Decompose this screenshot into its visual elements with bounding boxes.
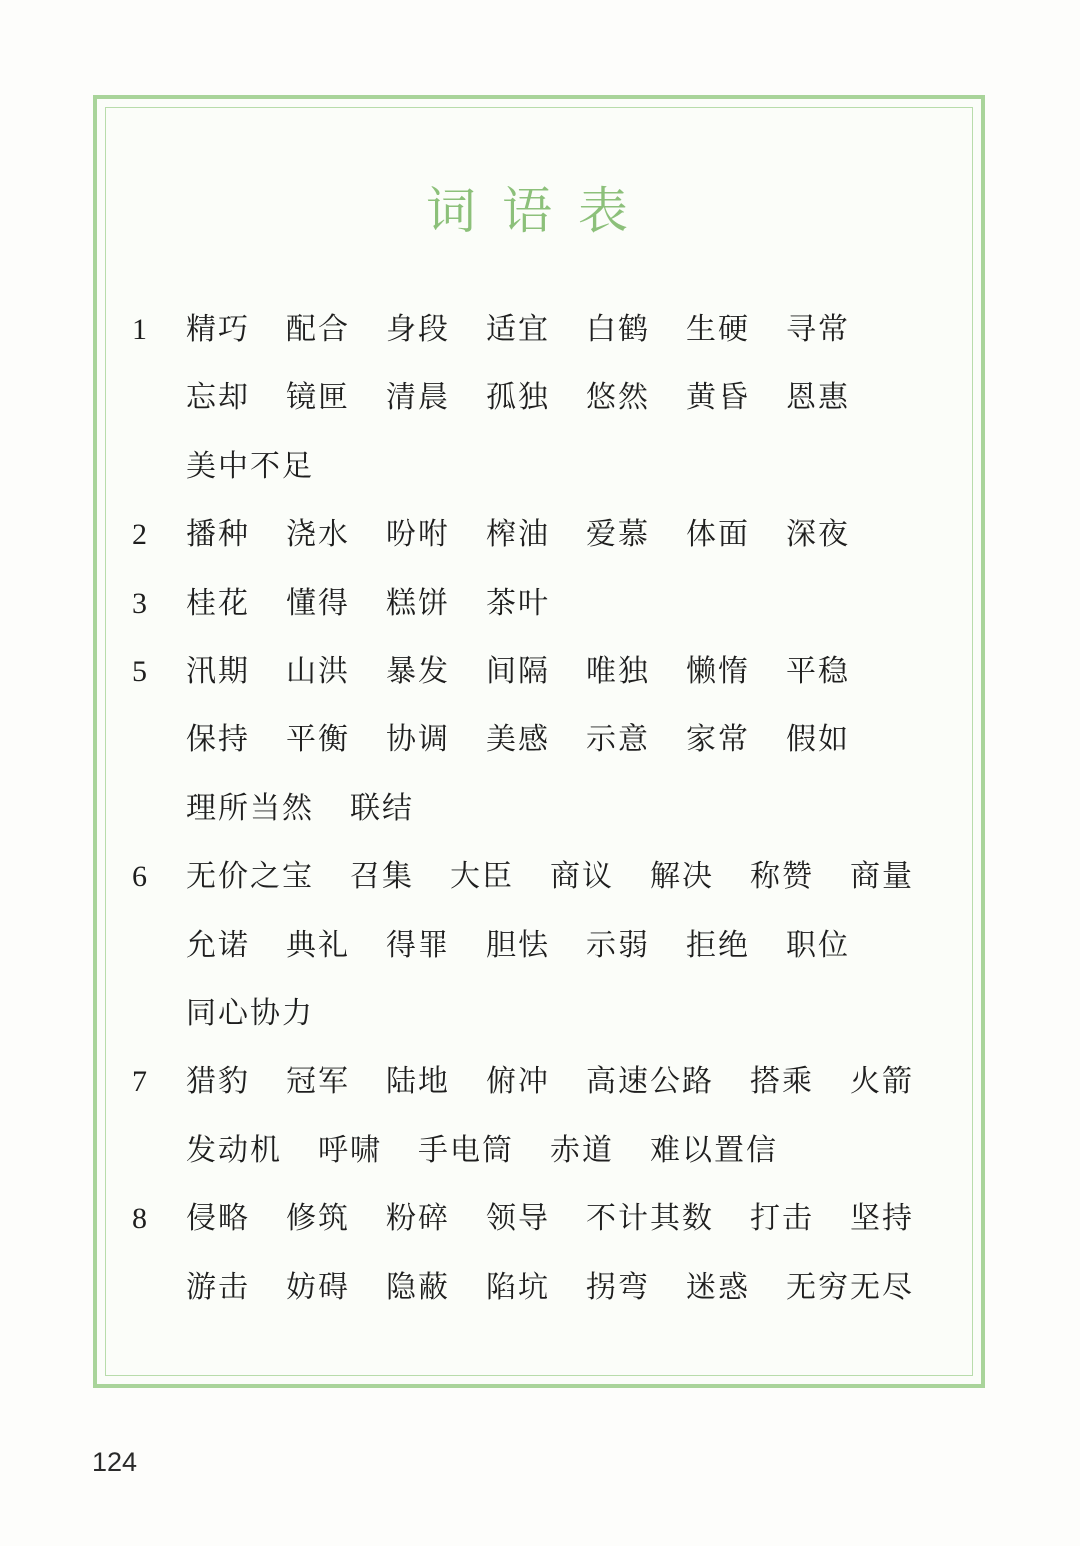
vocab-word: 忘却	[186, 380, 250, 416]
vocab-word: 镜匣	[286, 380, 350, 416]
vocab-word: 隐蔽	[386, 1269, 450, 1305]
vocab-word: 悠然	[586, 380, 650, 416]
vocab-word: 无价之宝	[186, 859, 314, 895]
vocab-word: 示弱	[586, 927, 650, 963]
vocab-word: 美中不足	[186, 448, 314, 484]
vocab-word: 榨油	[486, 517, 550, 553]
vocab-word: 深夜	[786, 517, 850, 553]
group-number: 2	[132, 518, 147, 552]
vocab-word: 游击	[186, 1269, 250, 1305]
vocab-word: 拐弯	[586, 1269, 650, 1305]
group-number: 7	[132, 1065, 147, 1099]
vocab-word: 协调	[386, 722, 450, 758]
vocab-word: 茶叶	[486, 585, 550, 621]
vocab-word: 陷坑	[486, 1269, 550, 1305]
vocab-word: 坚持	[850, 1201, 914, 1237]
vocab-word: 桂花	[186, 585, 250, 621]
page-number: 124	[92, 1447, 138, 1477]
vocab-word: 懒惰	[686, 654, 750, 689]
vocab-word: 称赞	[750, 859, 814, 895]
vocab-word: 保持	[186, 722, 250, 758]
vocab-word: 爱慕	[586, 517, 650, 553]
vocab-word: 唯独	[586, 654, 650, 689]
vocab-word: 大臣	[450, 859, 514, 895]
vocab-word: 同心协力	[186, 996, 314, 1031]
page-title: 词语表	[426, 182, 654, 240]
vocab-word: 平衡	[286, 722, 350, 758]
vocab-word: 胆怯	[486, 927, 550, 963]
vocab-word: 领导	[486, 1201, 550, 1237]
vocab-word: 黄昏	[686, 380, 750, 416]
vocab-word: 打击	[750, 1201, 814, 1237]
vocab-word: 冠军	[286, 1064, 350, 1100]
vocab-word: 清晨	[386, 380, 450, 416]
vocab-word: 妨碍	[286, 1269, 350, 1305]
vocab-word: 搭乘	[750, 1064, 814, 1100]
vocab-word: 联结	[350, 790, 414, 826]
vocab-word: 职位	[786, 927, 850, 963]
vocab-word: 手电筒	[418, 1132, 514, 1168]
vocab-word: 白鹤	[586, 312, 650, 347]
vocab-word: 火箭	[850, 1064, 914, 1100]
vocab-word: 发动机	[186, 1132, 282, 1168]
vocab-word: 间隔	[486, 654, 550, 689]
vocab-word: 难以置信	[650, 1132, 778, 1168]
vocab-word: 不计其数	[586, 1201, 714, 1237]
vocab-word: 修筑	[286, 1201, 350, 1237]
vocab-word: 吩咐	[386, 517, 450, 553]
group-number: 8	[132, 1202, 147, 1236]
vocab-word: 身段	[386, 312, 450, 347]
group-number: 5	[132, 655, 147, 688]
vocab-word: 呼啸	[318, 1132, 382, 1168]
vocab-word: 无穷无尽	[786, 1269, 914, 1305]
vocab-word: 召集	[350, 859, 414, 895]
vocab-word: 商量	[850, 859, 914, 895]
vocab-word: 孤独	[486, 380, 550, 416]
vocab-word: 商议	[550, 859, 614, 895]
vocab-word: 精巧	[186, 312, 250, 347]
vocab-word: 寻常	[786, 312, 850, 347]
vocab-word: 家常	[686, 722, 750, 758]
vocab-word: 理所当然	[186, 790, 314, 826]
vocab-word: 恩惠	[786, 380, 850, 416]
vocab-word: 典礼	[286, 927, 350, 963]
vocab-word: 糕饼	[386, 585, 450, 621]
vocab-word: 示意	[586, 722, 650, 758]
vocab-word: 解决	[650, 859, 714, 895]
vocab-word: 汛期	[186, 654, 250, 689]
vocab-word: 赤道	[550, 1132, 614, 1168]
vocab-word: 猎豹	[186, 1064, 250, 1100]
vocab-word: 生硬	[686, 312, 750, 347]
vocab-word: 高速公路	[586, 1064, 714, 1100]
vocab-word: 俯冲	[486, 1064, 550, 1100]
vocab-word: 假如	[786, 722, 850, 758]
vocab-word: 山洪	[286, 654, 350, 689]
vocab-word: 懂得	[286, 585, 350, 621]
group-number: 1	[132, 313, 147, 346]
vocab-word: 平稳	[786, 654, 850, 689]
vocab-word: 得罪	[386, 927, 450, 963]
vocab-word: 粉碎	[386, 1201, 450, 1237]
vocab-word: 适宜	[486, 312, 550, 347]
vocab-word: 迷惑	[686, 1269, 750, 1305]
vocab-word: 暴发	[386, 654, 450, 689]
group-number: 6	[132, 860, 147, 894]
vocab-word: 浇水	[286, 517, 350, 553]
vocab-word: 允诺	[186, 927, 250, 963]
vocab-word: 侵略	[186, 1201, 250, 1237]
vocab-word: 陆地	[386, 1064, 450, 1100]
group-number: 3	[132, 586, 147, 620]
vocab-word: 体面	[686, 517, 750, 553]
vocab-word: 播种	[186, 517, 250, 553]
vocab-word: 美感	[486, 722, 550, 758]
vocab-word: 拒绝	[686, 927, 750, 963]
vocab-word: 配合	[286, 312, 350, 347]
